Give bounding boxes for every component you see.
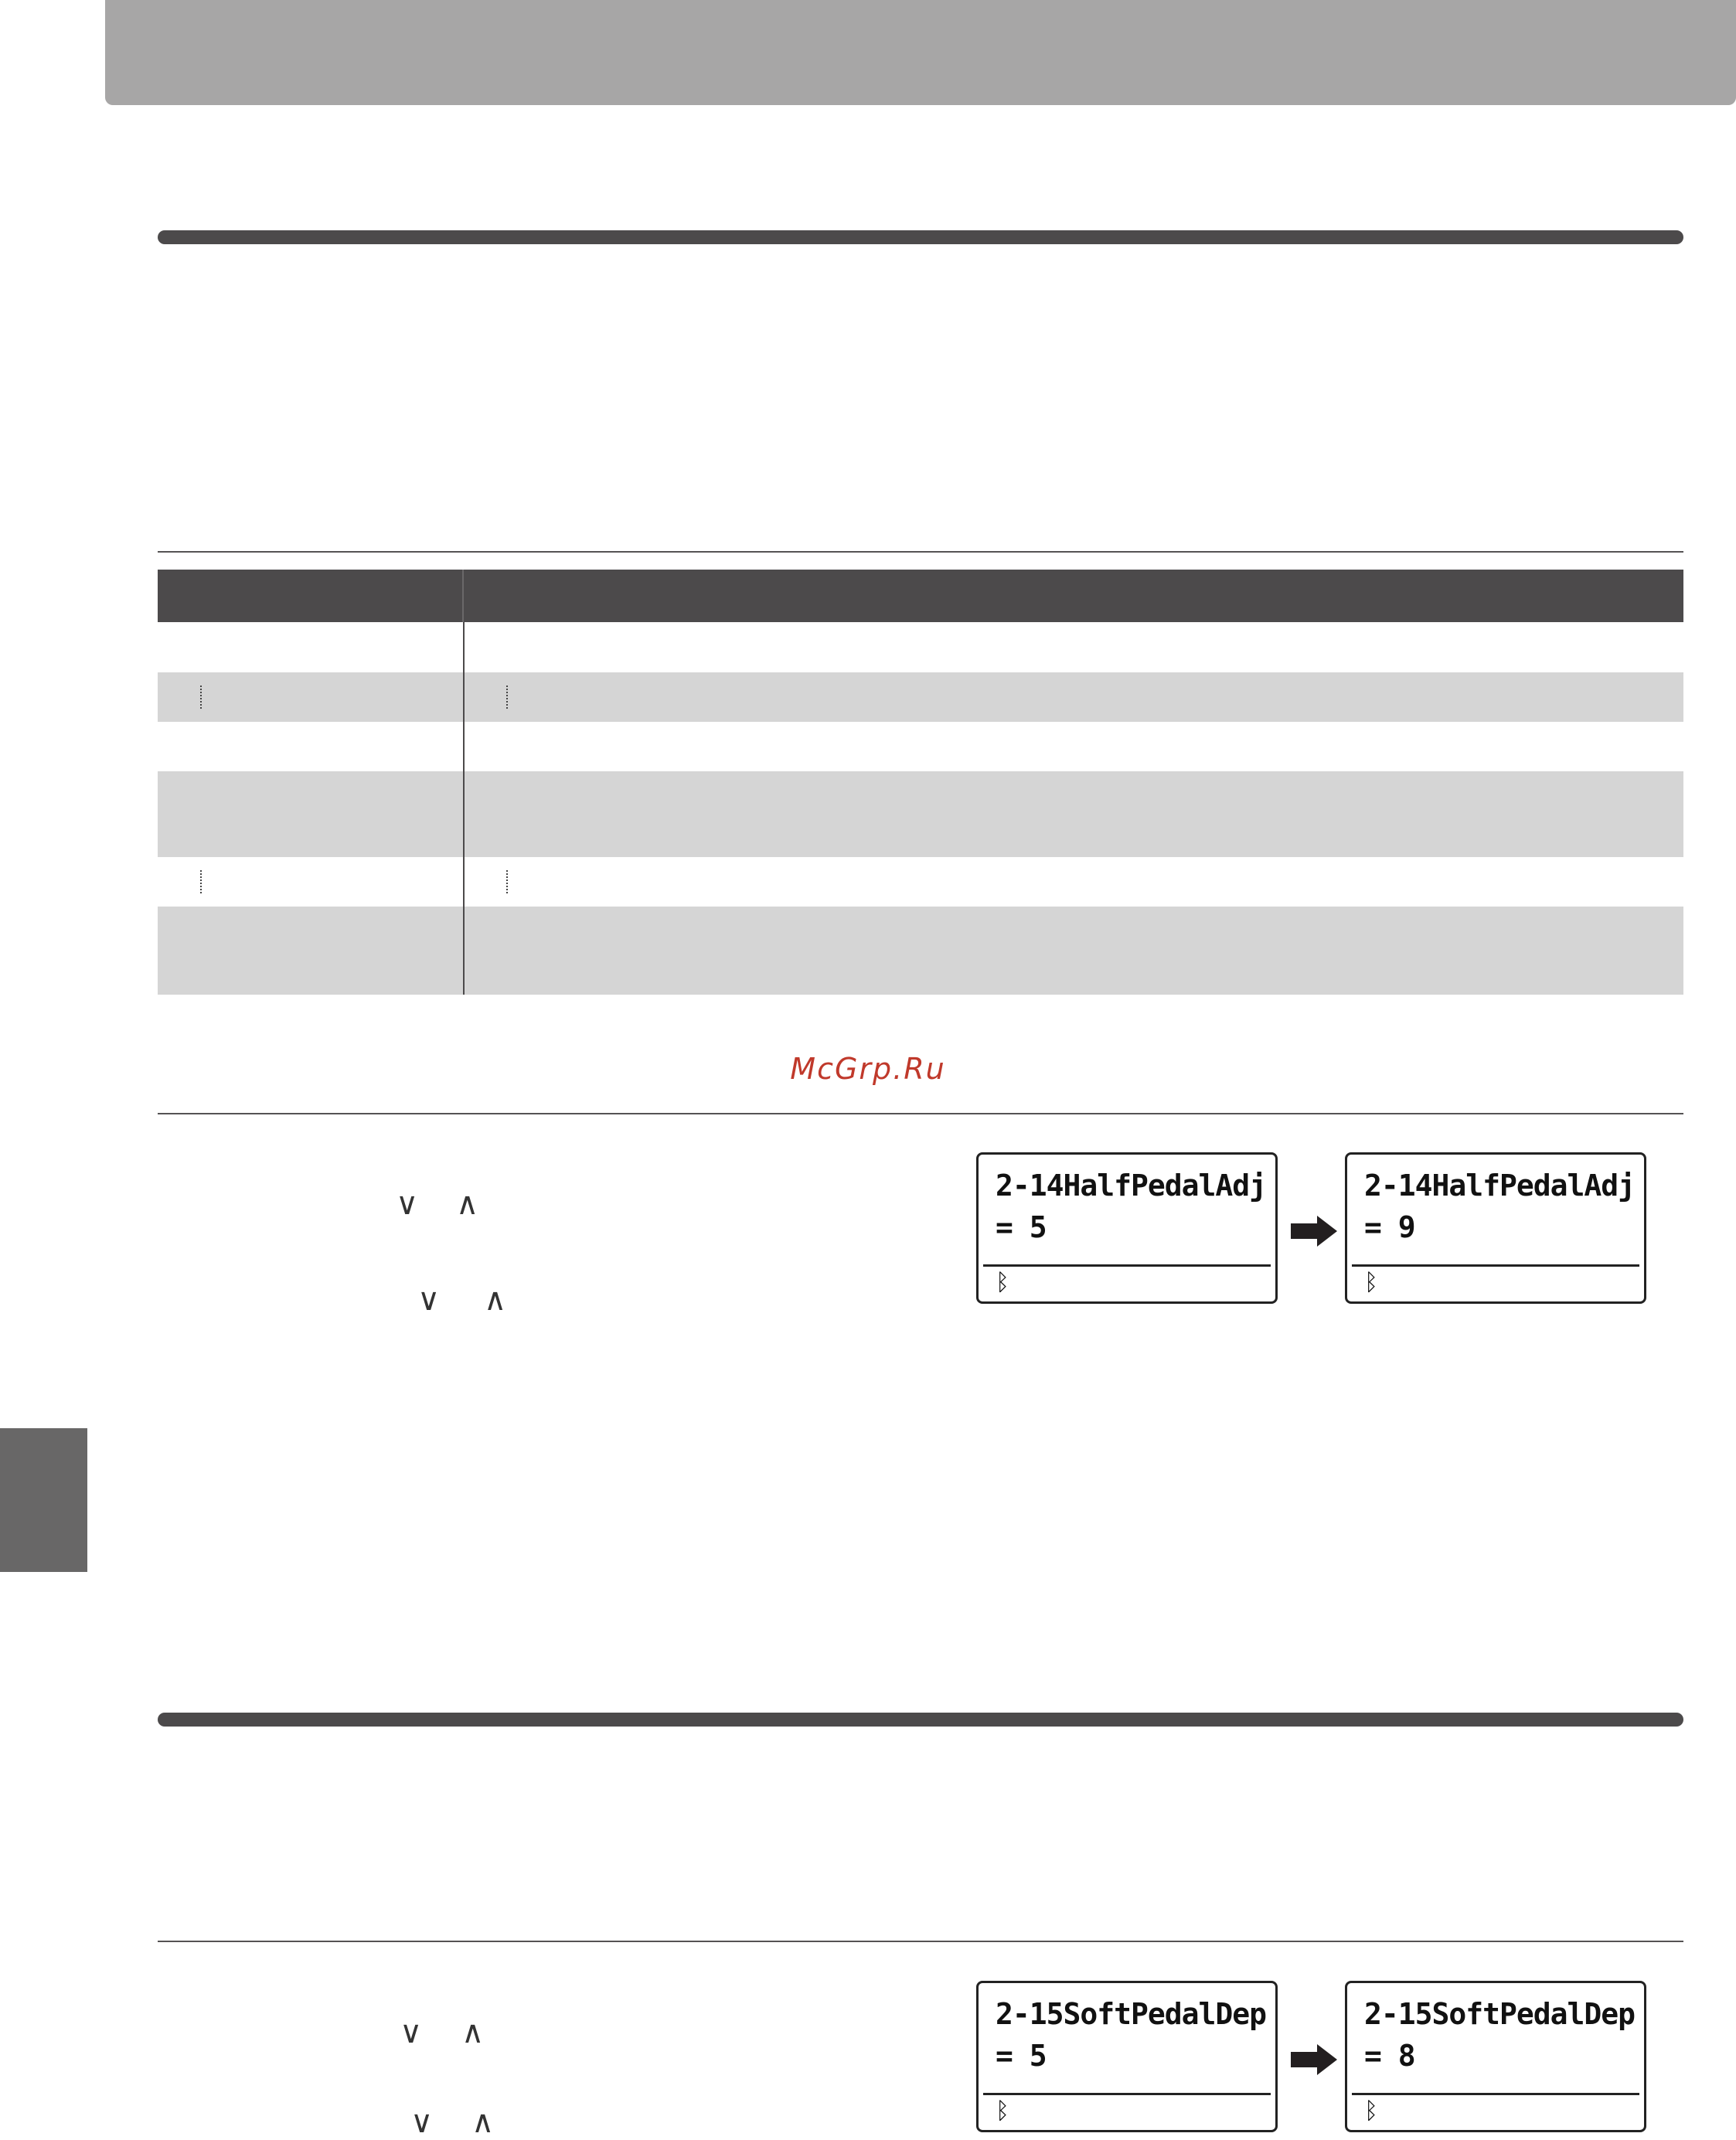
bluetooth-icon: ᛒ — [996, 1269, 1009, 1296]
arrow-right-icon — [1291, 2044, 1337, 2075]
bluetooth-icon: ᛒ — [996, 2097, 1009, 2125]
table-column-divider — [463, 622, 465, 995]
lcd-divider — [983, 1264, 1271, 1267]
table-header — [158, 570, 1683, 622]
chapter-side-tab — [0, 1428, 87, 1572]
lcd-divider — [1352, 2093, 1639, 2095]
section-rule-half-pedal — [158, 230, 1683, 244]
section-rule-soft-pedal — [158, 1713, 1683, 1727]
step-rule-soft-pedal — [158, 1941, 1683, 1942]
lcd-display-after — [1345, 1981, 1646, 2132]
lcd-line-1: 2-15SoftPedalDep — [996, 1997, 1267, 2031]
lcd-line-1: 2-15SoftPedalDep — [1364, 1997, 1636, 2031]
lcd-display-before — [976, 1152, 1278, 1304]
chevron-down-icon[interactable]: ∨ — [400, 2015, 423, 2050]
lcd-display-before — [976, 1981, 1278, 2132]
table-row — [158, 722, 1683, 771]
chevron-down-icon[interactable]: ∨ — [410, 2104, 434, 2140]
lcd-line-1: 2-14HalfPedalAdj — [996, 1169, 1267, 1203]
vertical-ellipsis-icon — [200, 870, 202, 893]
lcd-line-2: = 9 — [1364, 1210, 1415, 1244]
table-row — [158, 622, 1683, 672]
table-row — [158, 907, 1683, 995]
chevron-up-icon[interactable]: ∧ — [471, 2104, 495, 2140]
chevron-up-icon[interactable]: ∧ — [456, 1186, 479, 1222]
lcd-line-1: 2-14HalfPedalAdj — [1364, 1169, 1636, 1203]
lcd-line-2: = 5 — [996, 2039, 1047, 2073]
watermark-text: McGrp.Ru — [790, 1052, 946, 1086]
bluetooth-icon: ᛒ — [1364, 2097, 1378, 2125]
arrow-right-icon — [1291, 1216, 1337, 1247]
lcd-line-2: = 5 — [996, 1210, 1047, 1244]
table-top-rule — [158, 551, 1683, 553]
vertical-ellipsis-icon — [506, 870, 508, 893]
lcd-divider — [983, 2093, 1271, 2095]
vertical-ellipsis-icon — [200, 686, 202, 709]
chevron-down-icon[interactable]: ∨ — [396, 1186, 419, 1222]
step-rule-half-pedal — [158, 1113, 1683, 1114]
table-row — [158, 771, 1683, 857]
bluetooth-icon: ᛒ — [1364, 1269, 1378, 1296]
vertical-ellipsis-icon — [506, 686, 508, 709]
chevron-up-icon[interactable]: ∧ — [484, 1282, 507, 1318]
page-header-bar — [105, 0, 1736, 105]
lcd-display-after — [1345, 1152, 1646, 1304]
table-row — [158, 672, 1683, 722]
table-header-separator — [462, 570, 464, 622]
lcd-divider — [1352, 1264, 1639, 1267]
chevron-up-icon[interactable]: ∧ — [461, 2015, 485, 2050]
chevron-down-icon[interactable]: ∨ — [417, 1282, 441, 1318]
lcd-line-2: = 8 — [1364, 2039, 1415, 2073]
table-row — [158, 857, 1683, 907]
